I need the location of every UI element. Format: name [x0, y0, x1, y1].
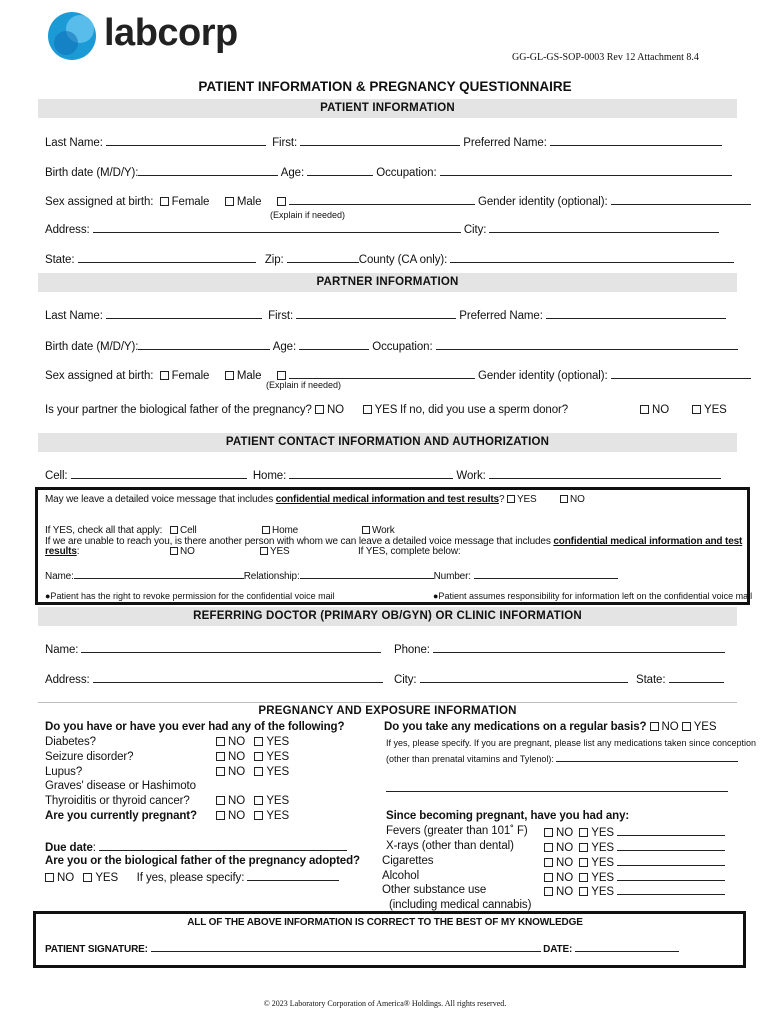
patient-last-name-field[interactable] [106, 135, 266, 146]
contact-work-field[interactable] [489, 468, 721, 479]
diabetes-no-checkbox[interactable] [216, 737, 225, 746]
seizure-yes-checkbox[interactable] [254, 752, 263, 761]
other-substance-field[interactable] [617, 884, 725, 895]
partner-bio-yes-checkbox[interactable] [363, 405, 372, 414]
contact-cell-field[interactable] [71, 468, 247, 479]
medications-yes-checkbox[interactable] [682, 722, 691, 731]
alt-contact-no-checkbox[interactable] [170, 547, 178, 555]
alt-contact-number-field[interactable] [474, 569, 618, 579]
due-date-field[interactable] [99, 840, 347, 851]
option-home: Home [262, 525, 298, 536]
patient-birth-row: Birth date (M/D/Y): Age: Occupation: [45, 165, 732, 179]
partner-birth-row: Birth date (M/D/Y): Age: Occupation: [45, 339, 738, 353]
patient-county-field[interactable] [450, 252, 734, 263]
exposure-cannabis: (including medical cannabis) [389, 899, 532, 911]
partner-explain-note: (Explain if needed) [266, 380, 342, 390]
attestation-text: ALL OF THE ABOVE INFORMATION IS CORRECT TO THE BEST OF MY KNOWLEDGE [187, 917, 583, 928]
other-substance-no-checkbox[interactable] [544, 887, 553, 896]
partner-last-name-field[interactable] [106, 308, 262, 319]
labcorp-logo-mark [46, 10, 98, 62]
doctor-state-row: State: [636, 672, 724, 686]
sperm-donor-yes-checkbox[interactable] [692, 405, 701, 414]
partner-age-field[interactable] [299, 339, 369, 350]
exposure-fevers: Fevers (greater than 101˚ F) [386, 825, 528, 837]
partner-name-row: Last Name: First: Preferred Name: [45, 308, 726, 322]
exposure-other: Other substance use [382, 884, 487, 896]
option-work-checkbox[interactable] [362, 526, 370, 534]
thyroid-no-checkbox[interactable] [216, 796, 225, 805]
contact-home-field[interactable] [289, 468, 453, 479]
patient-sex-row: Sex assigned at birth: Female Male Gender identity (optional): [45, 194, 751, 208]
patient-male-checkbox[interactable] [225, 197, 234, 206]
option-work: Work [362, 525, 395, 536]
partner-gender-field[interactable] [611, 368, 751, 379]
alt-contact-no: NO [170, 546, 195, 557]
medications-note-2: (other than prenatal vitamins and Tylenol): [386, 753, 738, 764]
brand-name: labcorp [104, 12, 238, 54]
partner-birth-field[interactable] [138, 339, 270, 350]
patient-gender-field[interactable] [611, 194, 751, 205]
patient-state-field[interactable] [78, 252, 256, 263]
medications-note: If yes, please specify. If you are pregnant, please list any medications taken since conception [386, 738, 757, 748]
section-partner-information: PARTNER INFORMATION [38, 273, 737, 292]
xrays-yes-checkbox[interactable] [579, 843, 588, 852]
doctor-city-row: City: [394, 672, 628, 686]
patient-preferred-name-field[interactable] [550, 135, 722, 146]
partner-bio-no-checkbox[interactable] [315, 405, 324, 414]
page-title: PATIENT INFORMATION & PREGNANCY QUESTIONNAIRE [198, 79, 572, 94]
pregnant-no-checkbox[interactable] [216, 811, 225, 820]
partner-other-sex-checkbox[interactable] [277, 371, 286, 380]
alt-contact-name-field[interactable] [74, 569, 244, 579]
pregnant-answers: NO YES [216, 810, 289, 822]
xrays-answers: NO YES [544, 840, 725, 854]
fevers-answers: NO YES [544, 825, 725, 839]
sperm-donor-yes: YES [692, 404, 727, 416]
lupus-answers: NO YES [216, 766, 289, 778]
option-cell-checkbox[interactable] [170, 526, 178, 534]
section-contact-authorization: PATIENT CONTACT INFORMATION AND AUTHORIZATION [38, 433, 737, 452]
pregnant-yes-checkbox[interactable] [254, 811, 263, 820]
fevers-field[interactable] [617, 825, 725, 836]
sperm-donor-no-checkbox[interactable] [640, 405, 649, 414]
alt-contact-row: Name: Relationship: Number: [45, 569, 618, 582]
partner-other-sex-field[interactable] [289, 368, 475, 379]
medications-field[interactable] [556, 753, 738, 762]
adopted-question: Are you or the biological father of the pregnancy adopted? [45, 855, 360, 867]
alt-contact-yes: YES [260, 546, 290, 557]
alt-contact-relationship-field[interactable] [300, 569, 434, 579]
option-cell: Cell [170, 525, 197, 536]
patient-city-field[interactable] [489, 222, 719, 233]
thyroid-answers: NO YES [216, 795, 289, 807]
thyroid-yes-checkbox[interactable] [254, 796, 263, 805]
doctor-phone-field[interactable] [433, 642, 725, 653]
voice-message-question: May we leave a detailed voice message that includes confidential medical information and test results? YES [45, 494, 537, 505]
exposure-alcohol: Alcohol [382, 870, 420, 882]
adopted-specify-field[interactable] [247, 870, 339, 881]
partner-male-checkbox[interactable] [225, 371, 234, 380]
voice-no: NO [560, 494, 585, 505]
fevers-yes-checkbox[interactable] [579, 828, 588, 837]
patient-other-sex-field[interactable] [289, 194, 475, 205]
signature-row: PATIENT SIGNATURE: DATE: [45, 942, 679, 955]
complete-below: If YES, complete below: [358, 546, 461, 557]
doctor-state-field[interactable] [669, 672, 724, 683]
exposure-cigarettes: Cigarettes [382, 855, 434, 867]
responsibility-note: ●Patient assumes responsibility for information left on the confidential voice mail [433, 591, 753, 601]
cigarettes-field[interactable] [617, 855, 725, 866]
section-pregnancy-exposure: PREGNANCY AND EXPOSURE INFORMATION [38, 702, 737, 722]
patient-state-row: State: Zip: County (CA only): [45, 252, 734, 266]
adopted-yes-checkbox[interactable] [83, 873, 92, 882]
adopted-answers: NO YES If yes, please specify: [45, 870, 339, 884]
patient-female-checkbox[interactable] [160, 197, 169, 206]
alcohol-no-checkbox[interactable] [544, 873, 553, 882]
alcohol-field[interactable] [617, 870, 725, 881]
unable-to-reach-text-2: results: [45, 546, 80, 557]
doctor-name-row: Name: [45, 642, 381, 656]
revoke-note: ●Patient has the right to revoke permission for the confidential voice mail [45, 591, 335, 601]
sperm-donor-question: If no, did you use a sperm donor? [400, 404, 569, 416]
section-patient-information: PATIENT INFORMATION [38, 99, 737, 118]
medications-field-2[interactable] [386, 791, 728, 792]
footer-copyright: © 2023 Laboratory Corporation of America® Holdings. All rights reserved. [263, 999, 507, 1008]
patient-address-field[interactable] [93, 222, 461, 233]
partner-preferred-name-field[interactable] [546, 308, 726, 319]
patient-birth-field[interactable] [138, 165, 278, 176]
contact-phone-row: Cell: Home: Work: [45, 468, 721, 482]
patient-address-row: Address: City: [45, 222, 719, 236]
patient-first-name-field[interactable] [300, 135, 460, 146]
doctor-phone-row: Phone: [394, 642, 725, 656]
section-referring-doctor: REFERRING DOCTOR (PRIMARY OB/GYN) OR CLINIC INFORMATION [38, 607, 737, 626]
currently-pregnant-question: Are you currently pregnant? [45, 810, 197, 822]
adopted-no-checkbox[interactable] [45, 873, 54, 882]
cigarettes-answers: NO YES [544, 855, 725, 869]
diabetes-yes-checkbox[interactable] [254, 737, 263, 746]
seizure-answers: NO YES [216, 751, 289, 763]
option-home-checkbox[interactable] [262, 526, 270, 534]
condition-lupus: Lupus? [45, 766, 83, 778]
partner-bio-father-row: Is your partner the biological father of the pregnancy? NO YES [45, 404, 398, 416]
medications-no-checkbox[interactable] [650, 722, 659, 731]
patient-signature-field[interactable] [151, 942, 541, 952]
voice-yes-checkbox[interactable] [507, 495, 515, 503]
alcohol-answers: NO YES [544, 870, 725, 884]
exposure-xrays: X-rays (other than dental) [386, 840, 514, 852]
alt-contact-yes-checkbox[interactable] [260, 547, 268, 555]
partner-occupation-field[interactable] [436, 339, 738, 350]
fevers-no-checkbox[interactable] [544, 828, 553, 837]
other-substance-answers: NO YES [544, 884, 725, 898]
conditions-question: Do you have or have you ever had any of the following? [45, 721, 345, 733]
patient-explain-note: (Explain if needed) [270, 210, 346, 220]
xrays-no-checkbox[interactable] [544, 843, 553, 852]
voice-no-checkbox[interactable] [560, 495, 568, 503]
partner-sex-row: Sex assigned at birth: Female Male Gender identity (optional): [45, 368, 751, 382]
diabetes-answers: NO YES [216, 736, 289, 748]
patient-other-sex-checkbox[interactable] [277, 197, 286, 206]
medications-question: Do you take any medications on a regular basis? NO YES [384, 721, 717, 733]
doctor-address-field[interactable] [93, 672, 383, 683]
sperm-donor-no: NO [640, 404, 669, 416]
lupus-yes-checkbox[interactable] [254, 767, 263, 776]
partner-first-name-field[interactable] [296, 308, 456, 319]
condition-thyroid: Thyroiditis or thyroid cancer? [45, 795, 190, 807]
seizure-no-checkbox[interactable] [216, 752, 225, 761]
check-all-label: If YES, check all that apply: [45, 525, 163, 536]
cigarettes-no-checkbox[interactable] [544, 858, 553, 867]
since-pregnant-question: Since becoming pregnant, have you had any: [386, 810, 630, 822]
doctor-address-row: Address: [45, 672, 383, 686]
alcohol-yes-checkbox[interactable] [579, 873, 588, 882]
lupus-no-checkbox[interactable] [216, 767, 225, 776]
partner-female-checkbox[interactable] [160, 371, 169, 380]
doctor-city-field[interactable] [420, 672, 628, 683]
patient-age-field[interactable] [307, 165, 373, 176]
condition-graves: Graves' disease or Hashimoto [45, 780, 196, 792]
document-id: GG-GL-GS-SOP-0003 Rev 12 Attachment 8.4 [512, 52, 699, 63]
condition-seizure: Seizure disorder? [45, 751, 134, 763]
unable-to-reach-text: If we are unable to reach you, is there another person with whom we can leave a detailed voice message that includes confidential medical information and test [45, 536, 743, 547]
patient-zip-field[interactable] [287, 252, 359, 263]
condition-diabetes: Diabetes? [45, 736, 96, 748]
xrays-field[interactable] [617, 840, 725, 851]
patient-occupation-field[interactable] [440, 165, 732, 176]
other-substance-yes-checkbox[interactable] [579, 887, 588, 896]
due-date-row: Due date: [45, 840, 347, 854]
patient-name-row: Last Name: First: Preferred Name: [45, 135, 722, 149]
signature-date-field[interactable] [575, 942, 679, 952]
doctor-name-field[interactable] [81, 642, 381, 653]
cigarettes-yes-checkbox[interactable] [579, 858, 588, 867]
